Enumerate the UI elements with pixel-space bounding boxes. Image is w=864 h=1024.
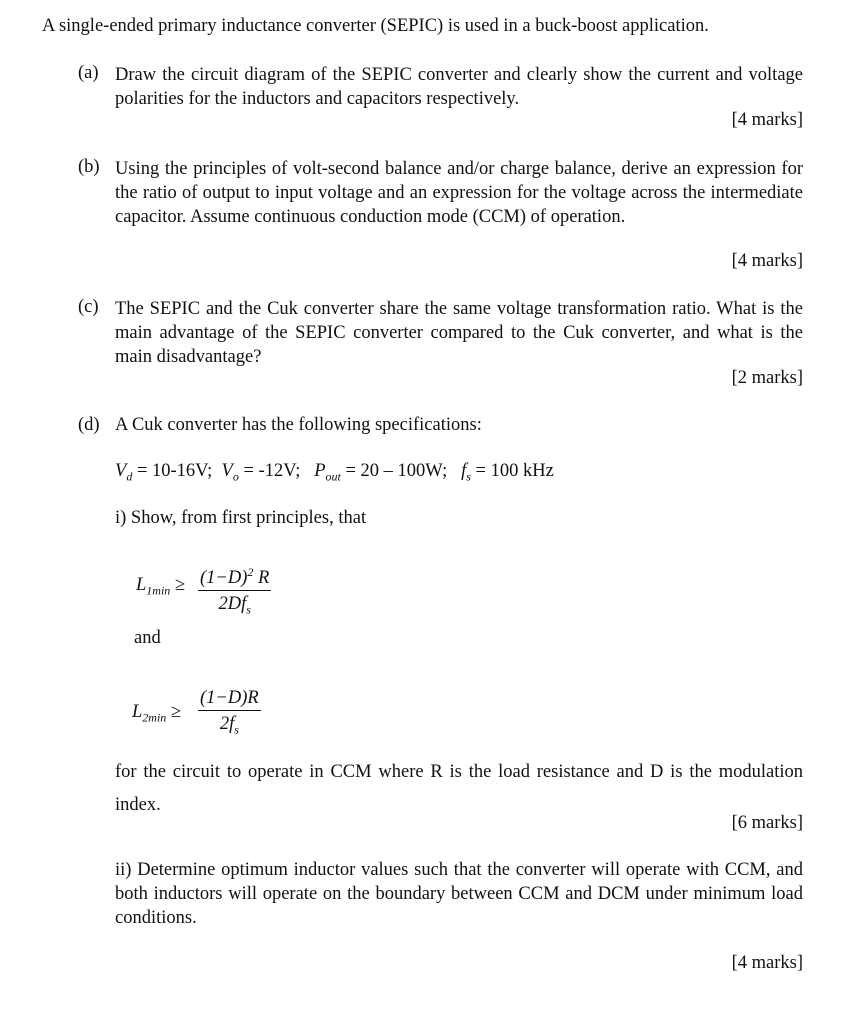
- part-b-label: (b): [78, 157, 100, 177]
- specifications-line: [115, 461, 554, 485]
- eq2-relation: ≥: [170, 702, 182, 722]
- equation-2-fraction: [198, 686, 261, 743]
- vd-symbol: V: [115, 461, 127, 481]
- part-d-label: (d): [78, 415, 100, 435]
- part-d-i-marks: [6 marks]: [731, 813, 803, 833]
- equation-1-fraction: [198, 560, 271, 623]
- eq1-numerator: [198, 560, 271, 591]
- pout-symbol: P: [314, 461, 326, 481]
- part-c-text: The SEPIC and the Cuk converter share the same voltage transformation ratio. What is the main advantage of the SEPIC converter compared to the Cuk converter, and what is the main disadvantage?: [115, 299, 803, 367]
- vo-symbol: V: [221, 461, 233, 481]
- vo-value: = -12V;: [243, 461, 301, 481]
- part-b-marks: [4 marks]: [731, 251, 803, 271]
- eq2-lhs-subscript: 2min: [142, 710, 167, 725]
- vd-value: = 10-16V;: [136, 461, 213, 481]
- part-a-marks: [4 marks]: [731, 110, 803, 130]
- part-c-marks: [2 marks]: [731, 368, 803, 388]
- fs-subscript: s: [466, 469, 471, 484]
- part-d-i-condition: for the circuit to operate in CCM where R is the load resistance and D is the modulation index.: [115, 762, 803, 815]
- eq2-den-subscript: s: [234, 722, 239, 737]
- part-d-ii-text: ii) Determine optimum inductor values such that the converter will operate with CCM, and both inductors will operate on the boundary between CCM and DCM under minimum load conditions.: [115, 860, 803, 928]
- question-intro: A single-ended primary inductance converter (SEPIC) is used in a buck-boost application.: [42, 16, 709, 36]
- part-c-label: (c): [78, 297, 99, 317]
- pout-subscript: out: [325, 469, 341, 484]
- pout-value: = 20 – 100W;: [345, 461, 448, 481]
- eq1-lhs-symbol: L: [136, 575, 147, 595]
- part-a-text: Draw the circuit diagram of the SEPIC converter and clearly show the current and voltage polarities for the inductors and capacitors respectively.: [115, 65, 803, 109]
- eq2-numerator: (1−D)R: [198, 686, 261, 711]
- eq1-lhs-subscript: 1min: [146, 583, 171, 598]
- eq2-den-base: 2f: [219, 714, 235, 734]
- part-b-text: Using the principles of volt-second balance and/or charge balance, derive an expression for the ratio of output to input voltage and an expression for the voltage across the intermediate capacitor. Assume continuous conduction mode (CCM) of operation.: [115, 159, 803, 227]
- part-d-ii-marks: [4 marks]: [731, 953, 803, 973]
- equation-2-lhs: [132, 702, 181, 726]
- fs-symbol: f: [461, 461, 467, 481]
- and-text: and: [134, 628, 161, 648]
- eq1-num-base: (1−D): [200, 568, 248, 589]
- eq1-denominator: [198, 591, 271, 623]
- vd-subscript: d: [126, 469, 133, 484]
- part-a-label: (a): [78, 63, 99, 83]
- eq1-num-exponent: 2: [247, 565, 254, 579]
- vo-subscript: o: [232, 469, 239, 484]
- eq1-num-tail: R: [258, 568, 270, 589]
- equation-1-lhs: [136, 575, 185, 599]
- eq1-den-base: 2Df: [218, 594, 247, 615]
- eq1-relation: ≥: [174, 575, 186, 595]
- eq2-denominator: [198, 711, 261, 743]
- part-d-i-text: i) Show, from first principles, that: [115, 508, 367, 528]
- eq2-lhs-symbol: L: [132, 702, 143, 722]
- part-d-text: A Cuk converter has the following specifications:: [115, 415, 482, 435]
- eq1-den-subscript: s: [246, 602, 251, 617]
- fs-value: = 100 kHz: [475, 461, 554, 481]
